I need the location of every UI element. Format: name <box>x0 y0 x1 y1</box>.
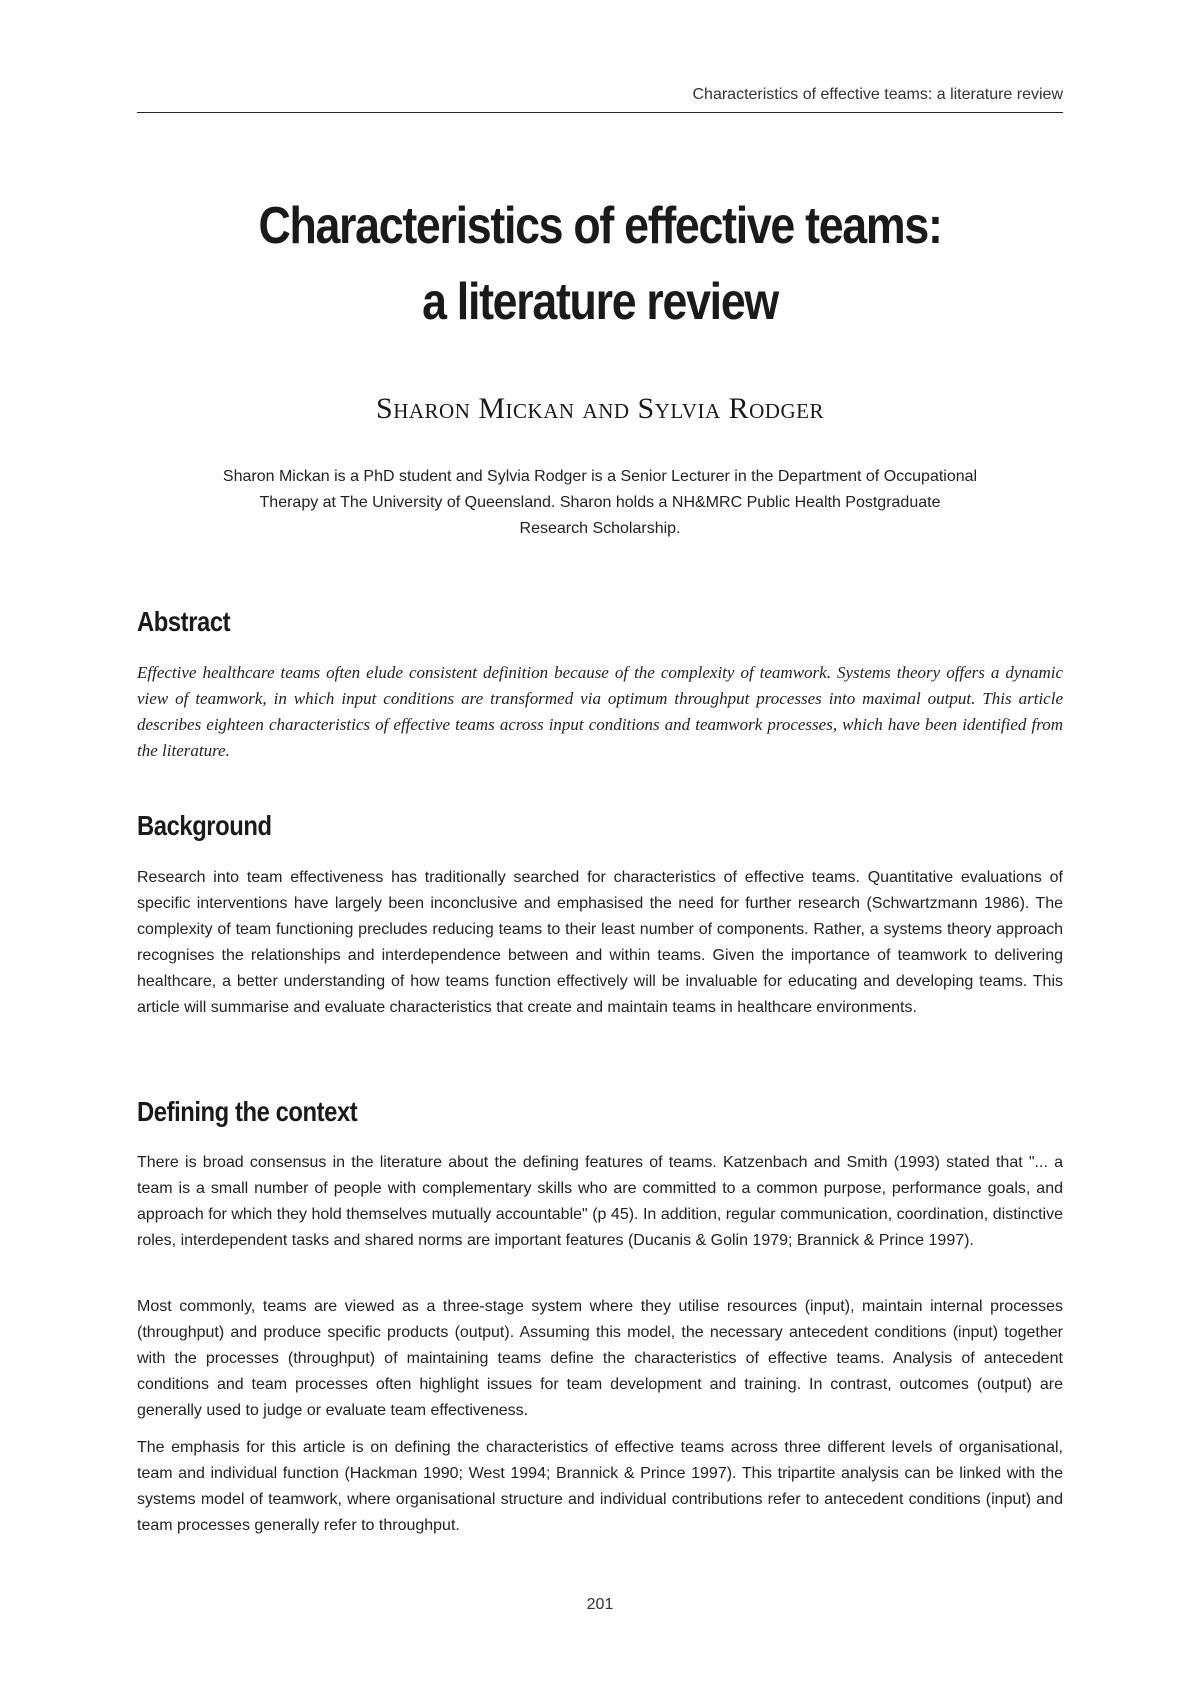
author-names: Sharon Mickan and Sylvia Rodger <box>376 392 824 425</box>
title-line-2: a literature review <box>422 273 778 331</box>
affiliation-line-1: Sharon Mickan is a PhD student and Sylvia Rodger is a Senior Lecturer in the Department of Occupational <box>222 468 978 485</box>
abstract-text: Effective healthcare teams often elude consistent definition because of the complexity of teamwork. Systems theory offers a dynamic view of teamwork, in which input conditions are transformed via optimum throughput processes into maximal output. This article describes eighteen characteristics of effective teams across input conditions and teamwork processes, which have been identified from the literature. <box>137 663 1063 760</box>
context-heading: Defining the context <box>137 1096 358 1127</box>
affiliation-line-2: Therapy at The University of Queensland. Sharon holds a NH&MRC Public Health Postgraduate <box>259 494 941 511</box>
article-title <box>202 188 998 340</box>
title-line-1: Characteristics of effective teams: <box>258 197 942 255</box>
background-heading: Background <box>137 810 272 841</box>
page-number: 201 <box>586 1596 614 1613</box>
context-paragraph-1: There is broad consensus in the literature about the defining features of teams. Katzenbach and Smith (1993) stated that "... a team is a small number of people with complementary skills who are committed to a common purpose, performance goals, and approach for which they hold themselves mutually accountable" (p 45). In addition, regular communication, coordination, distinctive roles, interdependent tasks and shared norms are important features (Ducanis & Golin 1979; Brannick & Prince 1997). <box>137 1154 1063 1249</box>
abstract-heading: Abstract <box>137 606 231 637</box>
header-rule <box>137 112 1063 113</box>
affiliation-line-3: Research Scholarship. <box>519 520 681 537</box>
context-paragraph-2: Most commonly, teams are viewed as a three-stage system where they utilise resources (input), maintain internal processes (throughput) and produce specific products (output). Assuming this model, the necessary antecedent conditions (input) together with the processes (throughput) of maintaining teams define the characteristics of effective teams. Analysis of antecedent conditions and team processes often highlight issues for team development and training. In contrast, outcomes (output) are generally used to judge or evaluate team effectiveness. <box>137 1298 1063 1419</box>
context-paragraph-3: The emphasis for this article is on defining the characteristics of effective teams across three different levels of organisational, team and individual function (Hackman 1990; West 1994; Brannick & Prince 1997). This tripartite analysis can be linked with the systems model of teamwork, where organisational structure and individual contributions refer to antecedent conditions (input) and team processes generally refer to throughput. <box>137 1439 1063 1534</box>
running-header: Characteristics of effective teams: a literature review <box>692 86 1063 103</box>
author-affiliation <box>137 464 1063 542</box>
background-text: Research into team effectiveness has traditionally searched for characteristics of effective teams. Quantitative evaluations of specific interventions have largely been inconclusive and emphasised the need for further research (Schwartzmann 1986). The complexity of team functioning precludes reducing teams to their least number of components. Rather, a systems theory approach recognises the relationships and interdependence between and within teams. Given the importance of teamwork to delivering healthcare, a better understanding of how teams function effectively will be invaluable for educating and developing teams. This article will summarise and evaluate characteristics that create and maintain teams in healthcare environments. <box>137 869 1063 1016</box>
